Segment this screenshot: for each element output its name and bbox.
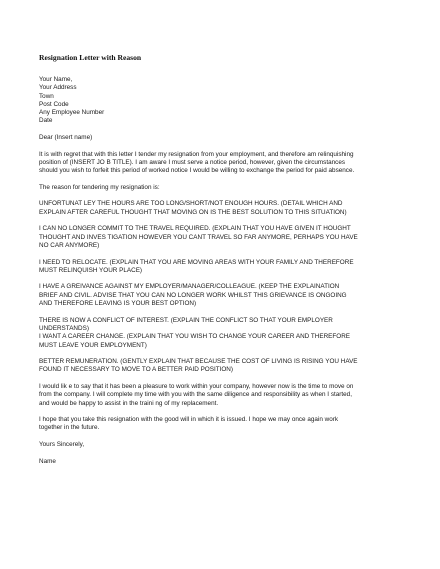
- paragraph-line: I HAVE A GREIVANCE AGAINST MY EMPLOYER/MANAGER/COLLEAGUE. (KEEP THE EXPLAINATION: [39, 283, 340, 291]
- paragraph-line: together in the future.: [39, 424, 100, 432]
- letter-body: [39, 76, 405, 466]
- address-line: Your Address: [39, 84, 77, 92]
- goodwill-paragraph: [39, 416, 405, 433]
- paragraph-line: FOUND IT NECESSARY TO MOVE TO A BETTER PAID POSITION): [39, 366, 233, 374]
- paragraph-line: UNDERSTANDS): [39, 324, 89, 332]
- address-line: Your Name,: [39, 76, 73, 83]
- address-line: Post Code: [39, 100, 69, 108]
- document-title: Resignation Letter with Reason: [39, 53, 142, 62]
- address-line: Date: [39, 117, 53, 125]
- paragraph-line: from the company. I will complete my time with you with the same diligence and responsibility as when I started,: [39, 391, 352, 399]
- paragraph-line: I would lik e to say that it has been a pleasure to work within your company, however now is the time to move on: [39, 382, 354, 390]
- paragraph-line: THOUGHT AND INVES TIGATION HOWEVER YOU CANT TRAVEL SO FAR ANYMORE, PERHAPS YOU HAVE: [39, 233, 358, 241]
- paragraph-line: BRIEF AND CIVIL. ADVISE THAT YOU CAN NO LONGER WORK WHILST THIS GRIEVANCE IS ONGOING: [39, 291, 347, 299]
- paragraph-line: AND THEREFORE LEAVING IS YOUR BEST OPTION): [39, 300, 197, 308]
- reason-grievance: [39, 283, 405, 308]
- paragraph-line: should you wish to forfeit this period of worked notice I would be willing to exchange the period for paid absence.: [39, 167, 355, 175]
- paragraph-line: UNFORTUNAT LEY THE HOURS ARE TOO LONG/SHORT/NOT ENOUGH HOURS. (DETAIL WHICH AND: [39, 200, 343, 208]
- closing: Yours Sincerely,: [39, 441, 85, 449]
- paragraph-line: It is with regret that with this letter I tender my resignation from your employment, and therefore am relinquishing: [39, 150, 354, 158]
- paragraph-line: position of (INSERT JO B TITLE). I am aware I must serve a notice period, however, given the circumstances: [39, 158, 346, 166]
- paragraph-line: I NEED TO RELOCATE. (EXPLAIN THAT YOU ARE MOVING AREAS WITH YOUR FAMILY AND THEREFORE: [39, 258, 354, 266]
- paragraph-line: NO CAR ANYMORE): [39, 241, 100, 249]
- paragraph-line: THERE IS NOW A CONFLICT OF INTEREST. (EXPLAIN THE CONFLICT SO THAT YOUR EMPLOYER: [39, 316, 333, 324]
- opening-paragraph: [39, 151, 405, 176]
- address-line: Any Employee Number: [39, 109, 105, 117]
- address-line: Town: [39, 92, 54, 100]
- reason-conflict-career: [39, 317, 405, 350]
- paragraph-line: and would be happy to assist in the traini ng of my replacement.: [39, 399, 219, 407]
- sender-address-block: [39, 76, 405, 126]
- paragraph-line: BETTER REMUNERATION. (GENTLY EXPLAIN THAT BECAUSE THE COST OF LIVING IS RISING YOU HAVE: [39, 358, 358, 366]
- paragraph-line: EXPLAIN AFTER CAREFUL THOUGHT THAT MOVING ON IS THE BEST SOLUTION TO THIS SITUATION): [39, 208, 347, 216]
- paragraph-line: I WANT A CAREER CHANGE. (EXPLAIN THAT YOU WISH TO CHANGE YOUR CAREER AND THEREFORE: [39, 333, 351, 341]
- paragraph-line: I CAN NO LONGER COMMIT TO THE TRAVEL REQUIRED. (EXPLAIN THAT YOU HAVE GIVEN IT HOUGHT: [39, 225, 351, 233]
- reason-relocate: [39, 259, 405, 276]
- paragraph-line: I hope that you take this resignation with the good will in which it is issued. I hope we may once again work: [39, 416, 339, 424]
- signature-name: Name: [39, 457, 56, 465]
- salutation: Dear (Insert name): [39, 134, 93, 142]
- gratitude-paragraph: [39, 383, 405, 408]
- reason-intro: The reason for tendering my resignation is:: [39, 183, 160, 191]
- paragraph-line: MUST RELINQUISH YOUR PLACE): [39, 266, 143, 274]
- reason-travel: [39, 225, 405, 250]
- reason-remuneration: [39, 358, 405, 375]
- reason-hours: [39, 200, 405, 217]
- paragraph-line: MUST LEAVE YOUR EMPLOYMENT): [39, 341, 147, 349]
